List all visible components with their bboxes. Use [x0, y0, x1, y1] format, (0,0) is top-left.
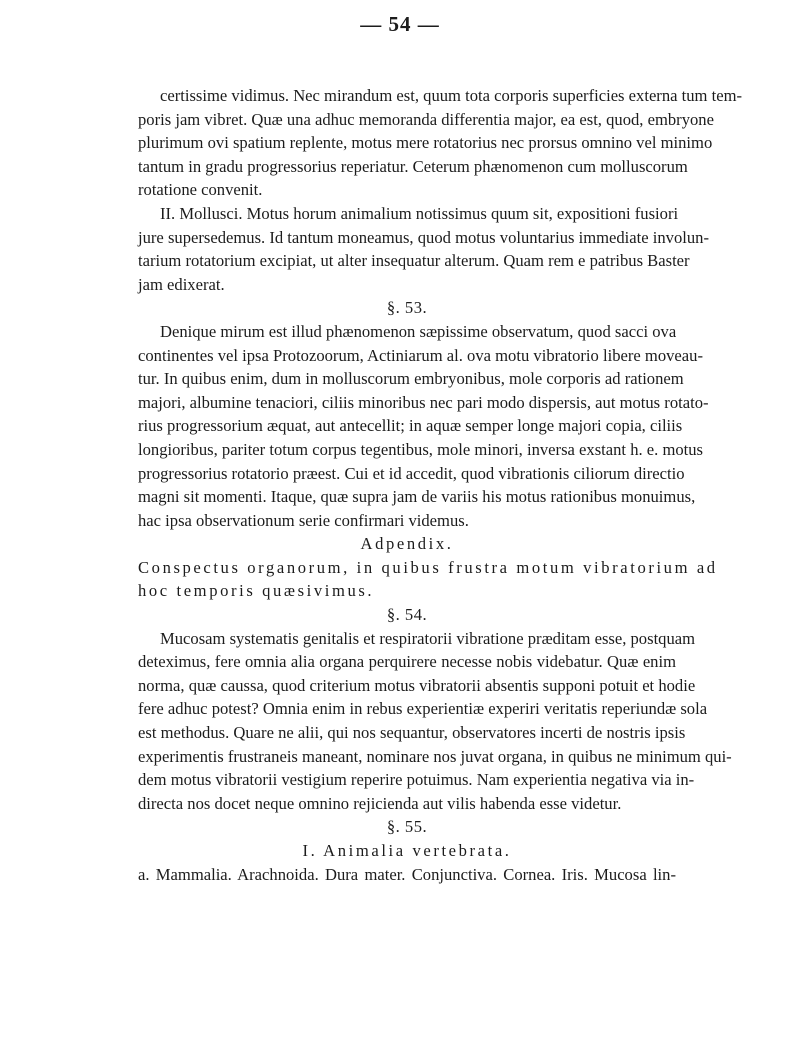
- text-line: magni sit momenti. Itaque, quæ supra jam de variis his motus rationibus monuimus,: [138, 487, 696, 507]
- text-line: Mucosam systematis genitalis et respiratorii vibratione præditam esse, postquam: [160, 628, 696, 648]
- text-line: jam edixerat.: [138, 274, 225, 294]
- text-line: tur. In quibus enim, dum in molluscorum embryonibus, mole corporis ad rationem: [138, 369, 684, 389]
- text-line: dem motus vibratorii vestigium reperire potuimus. Nam experientia negativa via in-: [138, 770, 695, 790]
- text-line: experimentis frustraneis maneant, nominare nos juvat organa, in quibus ne minimum qui-: [138, 746, 732, 766]
- appendix-subheading: Conspectus organorum, in quibus frustra motum vibratorium ad: [138, 557, 718, 577]
- text-line: majori, albumine tenaciori, ciliis minoribus nec pari modo dispersis, aut motus rotato-: [138, 392, 709, 412]
- appendix-heading: Adpendix.: [360, 534, 454, 554]
- text-line: deteximus, fere omnia alia organa perquirere necesse nobis videbatur. Quæ enim: [138, 652, 676, 672]
- text-line: certissime vidimus. Nec mirandum est, quum tota corporis superficies externa tum tem-: [160, 86, 743, 105]
- text-line: continentes vel ipsa Protozoorum, Actiniarum al. ova motu vibratorio libere moveau-: [138, 345, 703, 365]
- page-number: — 54 —: [360, 12, 440, 36]
- text-line: longioribus, pariter totum corpus tegentibus, mole minori, inversa exstant h. e. motus: [138, 439, 704, 459]
- text-line: directa nos docet neque omnino rejicienda aut vilis habenda esse videtur.: [138, 793, 622, 813]
- text-line: tarium rotatorium excipiat, ut alter insequatur alterum. Quam rem e patribus Baster: [138, 251, 690, 271]
- text-line: tantum in gradu progressorius reperiatur. Ceterum phænomenon cum molluscorum: [138, 156, 688, 176]
- text-line: rius progressorium æquat, aut antecellit; in aquæ semper longe majori copia, ciliis: [138, 416, 683, 436]
- subsection-heading: I. Animalia vertebrata.: [302, 841, 512, 860]
- appendix-subheading: hoc temporis quæsivimus.: [138, 581, 375, 601]
- text-line: plurimum ovi spatium replente, motus mere rotatorius nec prorsus omnino vel minimo: [138, 133, 713, 153]
- text-line: fere adhuc potest? Omnia enim in rebus experientiæ experiri veritatis reperiundæ sola: [138, 699, 708, 719]
- text-line: rotatione convenit.: [138, 180, 263, 200]
- text-line: norma, quæ caussa, quod criterium motus vibratorii absentis supponi potuit et hodie: [138, 675, 696, 695]
- text-line: Denique mirum est illud phænomenon sæpissime observatum, quod sacci ova: [160, 321, 677, 341]
- section-number: §. 53.: [386, 298, 428, 318]
- section-number: §. 55.: [386, 817, 428, 837]
- page-body: [138, 84, 743, 886]
- section-heading-mollusci: II. Mollusci. Motus horum animalium notissimus quum sit, expositioni fusiori: [160, 203, 679, 223]
- text-line: est methodus. Quare ne alii, qui nos sequantur, observatores incerti de nostris ipsis: [138, 723, 686, 743]
- section-number: §. 54.: [386, 605, 428, 625]
- text-line: progressorius rotatorio præest. Cui et id accedit, quod vibrationis ciliorum directio: [138, 463, 685, 483]
- text-line: poris jam vibret. Quæ una adhuc memoranda differentia major, ea est, quod, embryone: [138, 109, 714, 129]
- text-line: jure supersedemus. Id tantum moneamus, quod motus voluntarius immediate involun-: [138, 227, 710, 247]
- text-line: a. Mammalia. Arachnoida. Dura mater. Conjunctiva. Cornea. Iris. Mucosa lin-: [138, 864, 676, 884]
- text-line: hac ipsa observationum serie confirmari videmus.: [138, 510, 469, 530]
